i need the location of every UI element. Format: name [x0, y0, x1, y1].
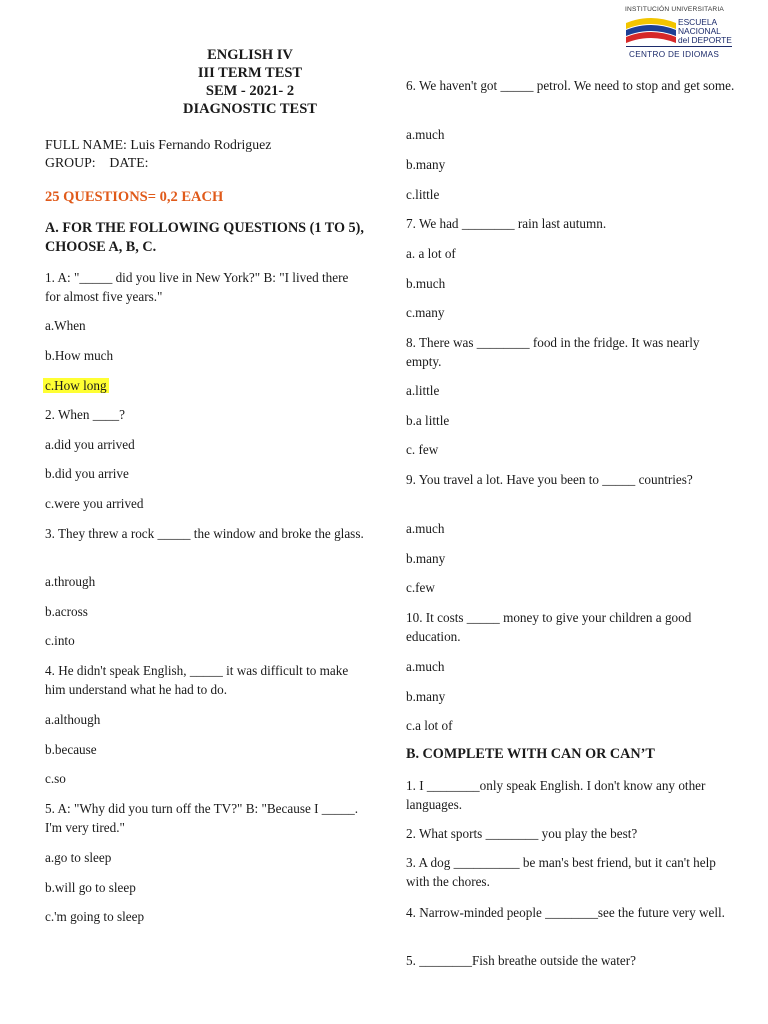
b-question-5: 5. ________Fish breathe outside the water?	[406, 953, 636, 968]
section-b-title: B. COMPLETE WITH CAN OR CAN’T	[406, 746, 655, 762]
school-logo	[622, 4, 734, 64]
q9-option-c: c.few	[406, 580, 435, 595]
b-question-2: 2. What sports ________ you play the best?	[406, 826, 638, 841]
q9-option-b: b.many	[406, 551, 446, 566]
logo-divider	[626, 46, 732, 47]
full-name: FULL NAME: Luis Fernando Rodriguez	[45, 137, 272, 152]
q8-option-a: a.little	[406, 383, 440, 398]
header-line-3: SEM - 2021- 2	[205, 83, 295, 99]
q7-option-c: c.many	[406, 305, 445, 320]
q4-option-b: b.because	[45, 742, 97, 757]
section-a-title: A. FOR THE FOLLOWING QUESTIONS (1 TO 5), CHOOSE A, B, C.	[45, 220, 364, 255]
q1-option-b: b.How much	[45, 348, 114, 363]
b-question-4: 4. Narrow-minded people ________see the future very well.	[406, 905, 725, 920]
q6-option-b: b.many	[406, 157, 446, 172]
q4-option-a: a.although	[45, 712, 101, 727]
q2-option-c: c.were you arrived	[45, 496, 144, 511]
question-8: 8. There was ________ food in the fridge. It was nearly empty.	[406, 335, 700, 369]
group-date: GROUP: DATE:	[45, 155, 149, 170]
header-line-2: III TERM TEST	[197, 65, 303, 81]
q5-option-b: b.will go to sleep	[45, 880, 136, 895]
q2-option-b: b.did you arrive	[45, 466, 129, 481]
score-note: 25 QUESTIONS= 0,2 EACH	[45, 189, 224, 205]
q1-option-c-highlighted: c.How long	[45, 378, 107, 393]
q6-option-a: a.much	[406, 127, 445, 142]
q3-option-a: a.through	[45, 574, 96, 589]
q9-option-a: a.much	[406, 521, 445, 536]
header-line-1: ENGLISH IV	[207, 47, 293, 63]
q8-option-c: c. few	[406, 442, 439, 457]
logo-name-line-2: NACIONAL	[678, 26, 721, 36]
q1-option-a: a.When	[45, 318, 86, 333]
question-5: 5. A: "Why did you turn off the TV?" B: "Because I _____. I'm very tired."	[45, 801, 359, 835]
logo-name-line-1: ESCUELA	[678, 17, 718, 27]
logo-emblem-icon	[624, 15, 678, 45]
b-question-1: 1. I ________only speak English. I don't know any other languages.	[406, 778, 706, 812]
logo-department: CENTRO DE IDIOMAS	[629, 50, 720, 59]
q7-option-b: b.much	[406, 276, 446, 291]
q8-option-b: b.a little	[406, 413, 450, 428]
header-line-4: DIAGNOSTIC TEST	[183, 101, 317, 117]
q10-option-b: b.many	[406, 689, 446, 704]
q10-option-a: a.much	[406, 659, 445, 674]
question-2: 2. When ____?	[45, 407, 125, 422]
question-3: 3. They threw a rock _____ the window and broke the glass.	[45, 526, 364, 541]
logo-institution: INSTITUCIÓN UNIVERSITARIA	[625, 6, 725, 13]
b-question-3: 3. A dog __________ be man's best friend, but it can't help with the chores.	[406, 855, 716, 889]
q5-option-a: a.go to sleep	[45, 850, 112, 865]
q3-option-b: b.across	[45, 604, 88, 619]
question-7: 7. We had ________ rain last autumn.	[406, 216, 607, 231]
q6-option-c: c.little	[406, 187, 440, 202]
q7-option-a: a. a lot of	[406, 246, 456, 261]
question-4: 4. He didn't speak English, _____ it was difficult to make him understand what he had to do.	[45, 663, 349, 697]
q4-option-c: c.so	[45, 771, 66, 786]
q10-option-c: c.a lot of	[406, 718, 453, 733]
logo-name-line-3: del DEPORTE	[678, 35, 732, 45]
q5-option-c: c.'m going to sleep	[45, 909, 145, 924]
q2-option-a: a.did you arrived	[45, 437, 135, 452]
question-10: 10. It costs _____ money to give your children a good education.	[406, 610, 692, 644]
question-9: 9. You travel a lot. Have you been to _____ countries?	[406, 472, 693, 487]
q3-option-c: c.into	[45, 633, 75, 648]
question-1: 1. A: "_____ did you live in New York?" B: "I lived there for almost five years."	[45, 270, 349, 304]
question-6: 6. We haven't got _____ petrol. We need to stop and get some.	[406, 78, 735, 93]
